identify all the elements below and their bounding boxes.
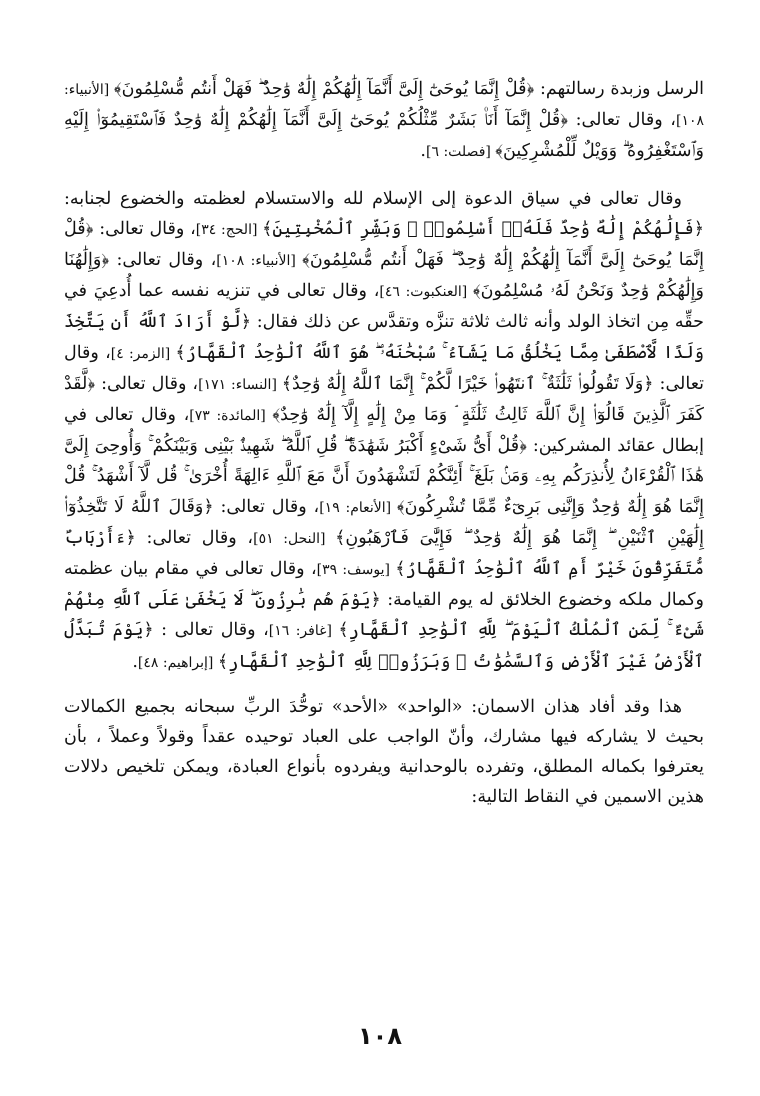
quran-verse: ﴿قُلْ إِنَّمَا يُوحَىٰٓ إِلَىَّ أَنَّمَآ إِلَٰهُكُمْ إِلَٰهٌ وَٰحِدٌ ۖ فَهَلْ أَنتُم مُّسْلِمُونَ﴾ xyxy=(113,79,535,99)
verse-reference: [فصلت: ٦] xyxy=(426,144,496,161)
paragraph-2 xyxy=(64,184,704,678)
verse-reference: [العنكبوت: ٤٦] xyxy=(379,284,473,301)
body-text: . xyxy=(420,141,426,162)
paragraph-1 xyxy=(64,74,704,168)
page-body xyxy=(64,74,704,813)
body-text: ، وقال تعالى: xyxy=(109,250,217,271)
body-text: ، وقال تعالى: xyxy=(95,373,199,394)
quran-verse: ﴿وَإِلَٰهُنَا وَإِلَٰهُكُمْ وَٰحِدٌ وَنَحْنُ لَهُۥ مُسْلِمُونَ﴾ xyxy=(64,250,704,302)
body-text: ، وقال تعالى في إبطال عقائد المشركين: xyxy=(64,405,704,457)
quran-verse: ﴿وَقَالَ ٱللَّهُ لَا تَتَّخِذُوٓا۟ إِلَٰهَيْنِ ٱثْنَيْنِ ۖ إِنَّمَا هُوَ إِلَٰهٌ وَٰحِدٌ ۖ فَإِيَّٰىَ فَٱرْهَبُونِ﴾ xyxy=(64,496,704,548)
body-text: ، وقال تعالى: xyxy=(213,496,320,517)
body-text: ، وقال تعالى: xyxy=(93,218,196,239)
quran-verse: ﴿قُلْ إِنَّمَآ أَنَا۠ بَشَرٌ مِّثْلُكُمْ يُوحَىٰٓ إِلَىَّ أَنَّمَآ إِلَٰهُكُمْ إِلَٰهٌ وَٰحِدٌ فَٱسْتَقِيمُوٓا۟ إِلَيْهِ وَٱسْتَغْفِرُوهُ ۗ وَوَيْلٌ لِّلْمُشْرِكِينَ﴾ xyxy=(64,110,704,162)
quran-verse: ﴿قُلْ إِنَّمَا يُوحَىٰٓ إِلَىَّ أَنَّمَآ إِلَٰهُكُمْ إِلَٰهٌ وَٰحِدٌ ۖ فَهَلْ أَنتُم مُّسْلِمُونَ﴾ xyxy=(64,218,704,271)
verse-reference: [المائدة: ٧٣] xyxy=(189,408,273,425)
quran-verse: ﴿يَوْمَ تُبَدَّلُ ٱلْأَرْضُ غَيْرَ ٱلْأَرْضِ وَٱلسَّمَٰوَٰتُ ۖ وَبَرَزُوا۟ لِلَّهِ ٱلْوَٰحِدِ ٱلْقَهَّارِ﴾ xyxy=(64,620,704,672)
verse-reference: [الأنعام: ١٩] xyxy=(319,499,397,516)
verse-reference: [الزمر: ٤] xyxy=(110,345,176,362)
body-text: . xyxy=(132,651,138,672)
body-text: وقال تعالى في سياق الدعوة إلى الإسلام لله والاستسلام لعظمته والخضوع لجنابه: xyxy=(64,188,682,209)
quran-verse: ﴿يَوْمَ هُم بَٰرِزُونَ ۖ لَا يَخْفَىٰ عَلَى ٱللَّهِ مِنْهُمْ شَىْءٌ ۚ لِّمَنِ ٱلْمُلْكُ ٱلْيَوْمَ ۖ لِلَّهِ ٱلْوَٰحِدِ ٱلْقَهَّارِ﴾ xyxy=(64,590,704,641)
verse-reference: [النساء: ١٧١] xyxy=(198,376,282,393)
body-text: ، وقال تعالى: xyxy=(135,527,254,548)
quran-verse: ﴿قُلْ أَىُّ شَىْءٍ أَكْبَرُ شَهَٰدَةً ۖ قُلِ ٱللَّهُ ۖ شَهِيدٌۢ بَيْنِى وَبَيْنَكُمْ ۚ وَأُوحِىَ إِلَىَّ هَٰذَا ٱلْقُرْءَانُ لِأُنذِرَكُم بِهِۦ وَمَنۢ بَلَغَ ۚ أَئِنَّكُمْ لَتَشْهَدُونَ أَنَّ مَعَ ٱللَّهِ ءَالِهَةً أُخْرَىٰ ۚ قُل لَّآ أَشْهَدُ ۚ قُلْ إِنَّمَا هُوَ إِلَٰهٌ وَٰحِدٌ وَإِنَّنِى بَرِىٓءٌ مِّمَّا تُشْرِكُونَ﴾ xyxy=(64,436,704,517)
paragraph-3 xyxy=(64,692,704,813)
body-text: ، وقال تعالى : xyxy=(153,620,269,641)
verse-reference: [الحج: ٣٤] xyxy=(195,221,263,238)
body-text: ، وقال تعالى: xyxy=(64,342,705,394)
quran-verse: ﴿ءَأَرْبَابٌ مُّتَفَرِّقُونَ خَيْرٌ أَمِ ٱللَّهُ ٱلْوَٰحِدُ ٱلْقَهَّارُ﴾ xyxy=(64,527,705,580)
body-text: ، وقال تعالى في تنزيه نفسه عما أُدعِيَ في حقِّه مِن اتخاذ الولد وأنه ثالث ثلاثة تنزَّه وتقدَّس عن ذلك فقال: xyxy=(64,281,704,333)
verse-reference: [غافر: ١٦] xyxy=(268,623,339,640)
page-number: ١٠٨ xyxy=(358,1022,402,1050)
body-text: ، وقال تعالى: xyxy=(568,110,676,131)
quran-verse: ﴿فَإِلَٰهُكُمْ إِلَٰهٌ وَٰحِدٌ فَلَهُۥٓ أَسْلِمُوا۟ ۗ وَبَشِّرِ ٱلْمُخْبِتِينَ﴾ xyxy=(262,218,704,239)
body-text: ، وقال تعالى في مقام بيان عظمته وكمال ملكه وخضوع الخلائق له يوم القيامة: xyxy=(64,559,705,611)
verse-reference: [الأنبياء: ١٠٨] xyxy=(64,82,704,130)
quran-verse: ﴿لَّقَدْ كَفَرَ ٱلَّذِينَ قَالُوٓا۟ إِنَّ ٱللَّهَ ثَالِثُ ثَلَٰثَةٍ ۘ وَمَا مِنْ إِلَٰهٍ إِلَّآ إِلَٰهٌ وَٰحِدٌ﴾ xyxy=(64,373,704,426)
quran-verse: ﴿وَلَا تَقُولُوا۟ ثَلَٰثَةٌ ۚ ٱنتَهُوا۟ خَيْرًا لَّكُمْ ۚ إِنَّمَا ٱللَّهُ إِلَٰهٌ وَٰحِدٌ﴾ xyxy=(281,373,654,394)
verse-reference: [يوسف: ٣٩] xyxy=(316,562,396,579)
body-text: هذا وقد أفاد هذان الاسمان: «الواحد» «الأحد» توحُّدَ الربِّ سبحانه بجميع الكمالات بحيث لا يشاركه فيها مشارك، وأنّ الواجب على العباد توحيده عقداً وقولاً وعملاً ، بأن يعترفوا بكماله المطلق، وتفرده بالوحدانية ويفردوه بأنواع العبادة، ويمكن تلخيص دلالات هذين الاسمين في النقاط التالية: xyxy=(64,696,704,808)
verse-reference: [الأنبياء: ١٠٨] xyxy=(216,253,303,270)
verse-reference: [إبراهيم: ٤٨] xyxy=(137,654,218,671)
verse-reference: [النحل: ٥١] xyxy=(253,530,336,547)
quran-verse: ﴿لَّوْ أَرَادَ ٱللَّهُ أَن يَتَّخِذَ وَلَدًا لَّٱصْطَفَىٰ مِمَّا يَخْلُقُ مَا يَشَآءُ ۚ سُبْحَٰنَهُۥ ۖ هُوَ ٱللَّهُ ٱلْوَٰحِدُ ٱلْقَهَّارُ﴾ xyxy=(64,312,704,363)
body-text: الرسل وزبدة رسالتهم: xyxy=(534,79,705,99)
